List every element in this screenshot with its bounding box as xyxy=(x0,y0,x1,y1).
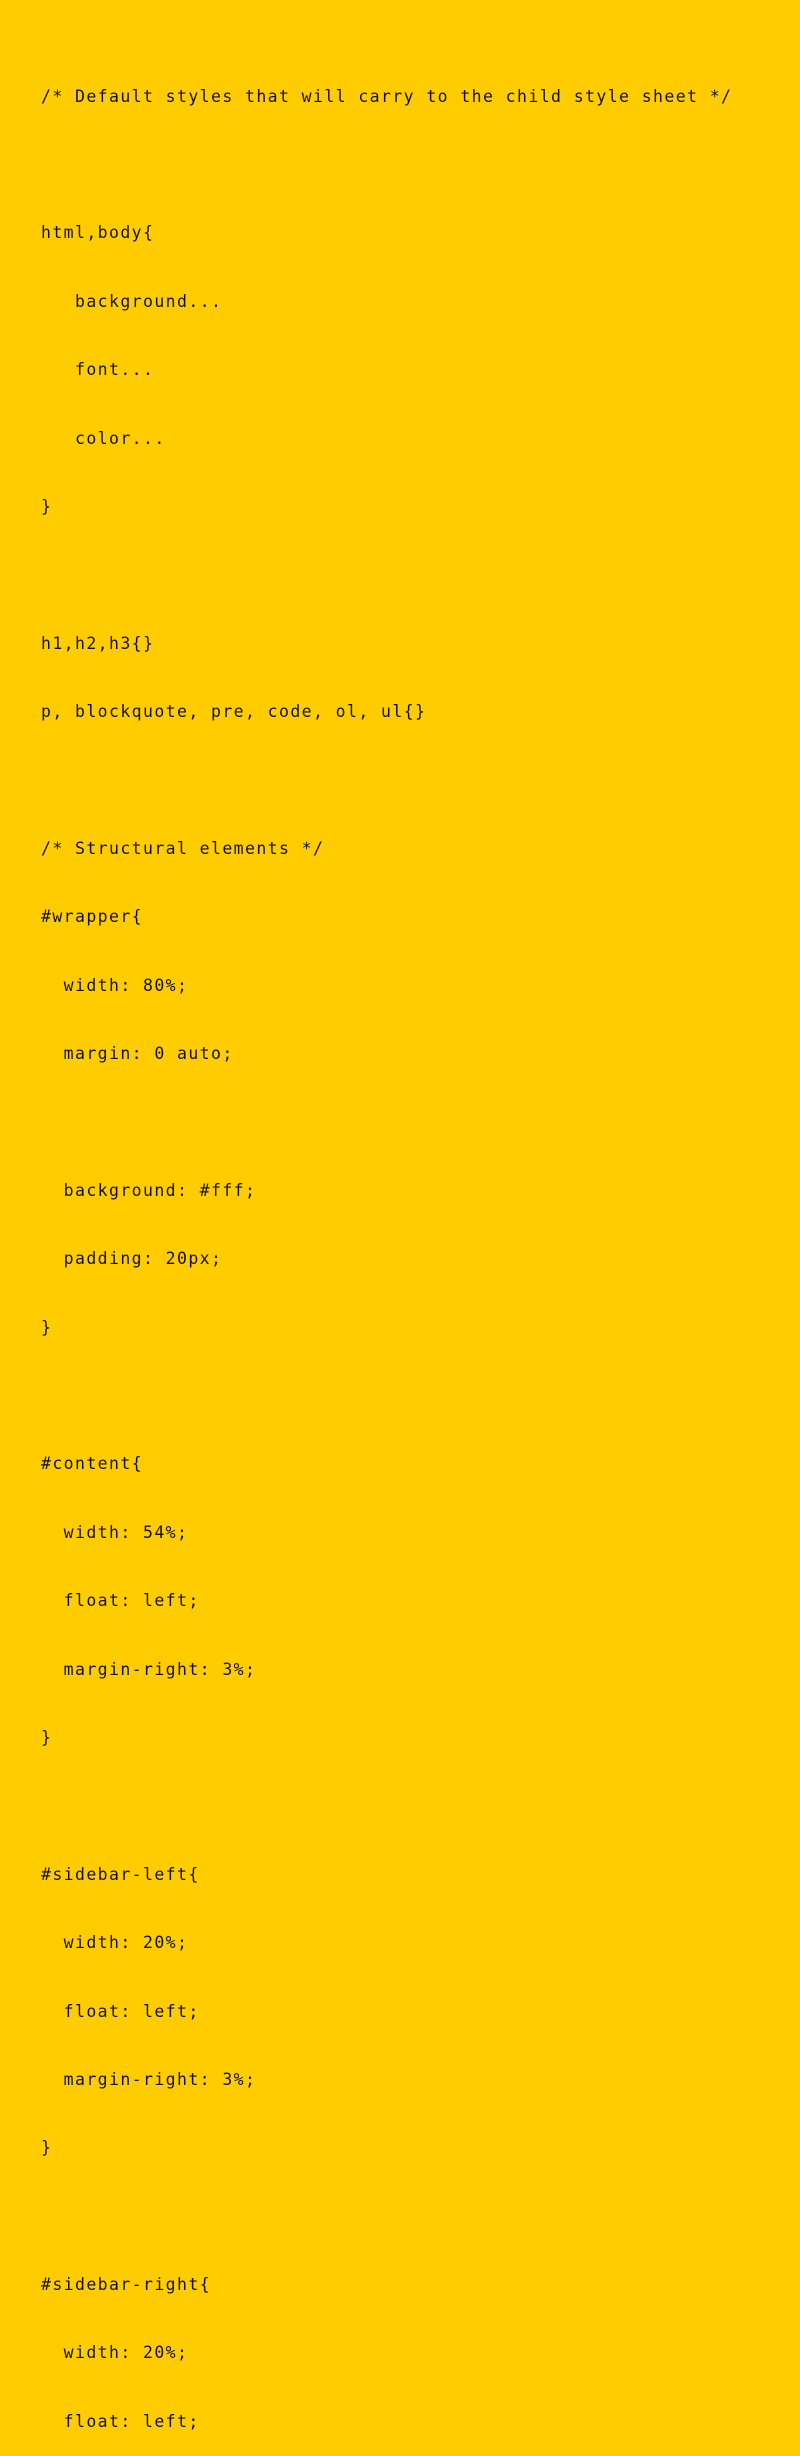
code-line: margin: 0 auto; xyxy=(41,1044,234,1064)
code-line: /* Default styles that will carry to the child style sheet */ xyxy=(41,86,733,106)
code-line xyxy=(41,770,732,793)
code-line: padding: 20px; xyxy=(41,1249,223,1269)
code-line: color... xyxy=(41,428,166,448)
code-line: #sidebar-left{ xyxy=(41,1864,200,1884)
code-line xyxy=(41,1385,732,1408)
code-line: #content{ xyxy=(41,1454,144,1474)
code-line: } xyxy=(41,2138,53,2158)
code-line: width: 54%; xyxy=(41,1522,189,1542)
code-line: #wrapper{ xyxy=(41,907,144,927)
code-line: margin-right: 3%; xyxy=(41,2069,257,2089)
code-line: width: 20%; xyxy=(41,1933,189,1953)
code-line: margin-right: 3%; xyxy=(41,1659,257,1679)
code-line: float: left; xyxy=(41,2411,200,2431)
code-line: html,body{ xyxy=(41,223,155,243)
code-line xyxy=(41,154,732,177)
code-line: h1,h2,h3{} xyxy=(41,633,155,653)
code-line: /* Structural elements */ xyxy=(41,838,325,858)
css-code-listing xyxy=(41,40,732,2456)
code-line: width: 20%; xyxy=(41,2343,189,2363)
code-line: } xyxy=(41,496,53,516)
code-line: p, blockquote, pre, code, ol, ul{} xyxy=(41,702,427,722)
code-line: #sidebar-right{ xyxy=(41,2275,212,2295)
code-line xyxy=(41,1111,732,1134)
code-line xyxy=(41,564,732,587)
code-line: } xyxy=(41,1317,53,1337)
code-line: font... xyxy=(41,360,155,380)
code-line: float: left; xyxy=(41,1591,200,1611)
code-line: width: 80%; xyxy=(41,975,189,995)
code-line: } xyxy=(41,1727,53,1747)
code-line: float: left; xyxy=(41,2001,200,2021)
code-line xyxy=(41,1795,732,1818)
code-line: background... xyxy=(41,291,223,311)
code-line xyxy=(41,2206,732,2229)
code-line: background: #fff; xyxy=(41,1180,257,1200)
